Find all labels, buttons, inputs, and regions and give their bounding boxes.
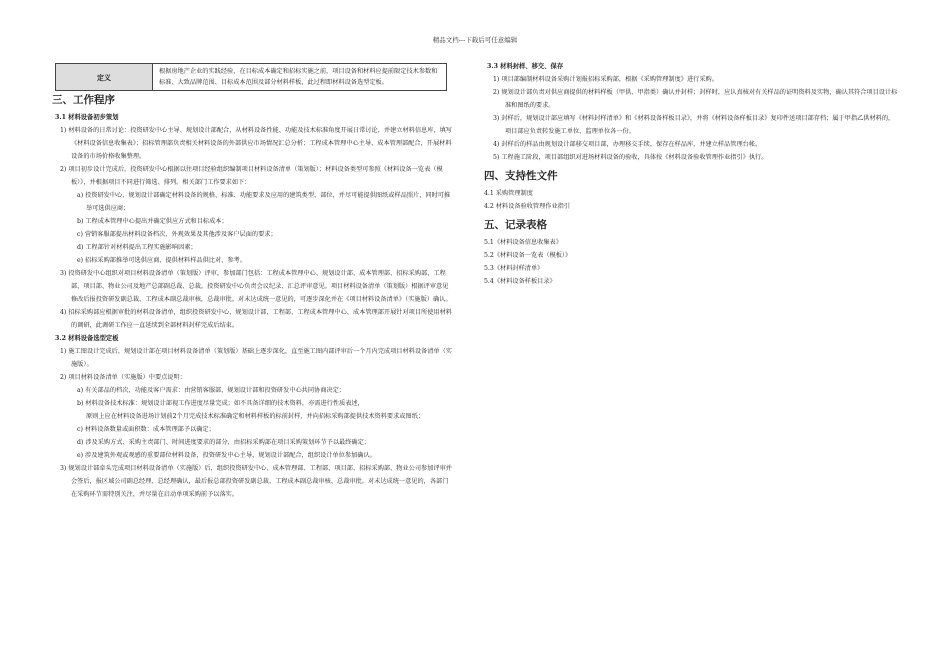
record-form-item: 5.3《材料封样清单》 xyxy=(484,265,544,272)
list-item-continued: 原则上应在材料设备进场计划前2个月完成技术标准确定和材料样板的标前封样，并向招标采购部提供技术资料要求或图纸； xyxy=(86,413,425,420)
paragraph: 1) 项目部编制材料设备采购计划报招标采购部，根据《采购管理制度》进行采购。 xyxy=(493,76,718,83)
list-item: b) 材料设备技术标准：规划设计部视工作进度尽量完成；如不具备详细的技术资料，亦需进行性质表述， xyxy=(77,400,364,407)
section-4-title: 四、支持性文件 xyxy=(484,170,558,182)
paragraph: 2) 规划设计部负责对供应商提供的材料样板（甲供、甲指类）确认并封样；封样时，应认真核对有关样品的证明资料及实物，确认其符合项目设计标准和图纸的要求。 xyxy=(493,89,898,109)
definition-key: 定义 xyxy=(56,64,153,91)
paragraph: 2) 项目材料设备清单（实施版）中要点说明： xyxy=(60,374,186,381)
record-form-item: 5.4《材料设备样板目录》 xyxy=(484,278,556,285)
paragraph: 3) 投资研发中心组织对项目材料设备清单（策划版）评审，参加部门包括：工程成本管理中心、规划设计部、成本管理部、招标采购部、工程部、项目部、物业公司及地产总部副总裁、总裁。投资研发中心负责会议纪录、汇总评审意见。项目材料设备清单（策划版）根据评审意见修改后报投资研发副总裁、工程成本副总裁审核，总裁审批。对未达成统一意见的，可逐步深化并在《项目材料设备清单》（实施版）确认。 xyxy=(60,270,452,303)
support-doc-item: 4.2 材料设备验收管理作业指引 xyxy=(484,203,571,210)
list-item: c) 材料设备数量或面积数：成本管理部予以确定； xyxy=(77,426,215,433)
definition-value: 根据房地产企业的实践经验，在目标成本确定和招标实施之前，项目设备和材料应提前限定技术参数和标准、大致品牌范围、目标成本范围及部分材料样板，此过程即材料设备选型定板。 xyxy=(153,64,447,91)
paragraph: 5) 工程施工阶段，项目部组织对进场材料设备的验收，具体按《材料设备验收管理作业指引》执行。 xyxy=(493,154,768,161)
list-item: c) 营销客服部提出材料设备档次、外观效果及其他涉及客户层面的要求； xyxy=(77,231,277,238)
list-item: d) 工程部针对材料提出工程实施影响因素； xyxy=(77,244,197,251)
section-3-2-title: 3.2 材料设备选型定板 xyxy=(55,335,119,342)
list-item: a) 有关部品的档次、功能及客户需求：由营销客服部、规划设计部和投资研发中心共同协商决定； xyxy=(77,387,345,394)
paragraph: 3) 封样后，规划设计部应填写《材料封样清单》和《材料设备样板目录》，并将《材料设备样板目录》复印件送项目部存档；属于甲指乙供材料的，项目部应负责转发施工单位、监理单位各一份。 xyxy=(493,115,895,135)
section-3-3-title: 3.3 材料封样、移交、保存 xyxy=(487,63,564,70)
section-3-title: 三、工作程序 xyxy=(52,94,115,106)
record-form-item: 5.2《材料设备一览表（模板）》 xyxy=(484,252,572,259)
section-5-title: 五、记录表格 xyxy=(484,219,547,231)
list-item: d) 涉及采购方式、采购主责部门、时间进度要求的部分，由招标采购部在项目采购策划环节予以最终确定； xyxy=(77,439,370,446)
definition-table xyxy=(55,63,447,91)
left-column xyxy=(52,63,452,501)
list-item: b) 工程成本管理中心提出并确定供应方式和目标成本； xyxy=(77,218,228,225)
paragraph: 4) 封样后的样品由规划设计部移交项目部，办理移交手续，保存在样品库，并建立样品管理台帐。 xyxy=(493,141,762,148)
paragraph: 3) 规划设计部牵头完成项目材料设备清单（实施版）后，组织投资研发中心、成本管理部、工程部、项目部、招标采购部、物业公司参加评审并会签后，报区域公司副总经理、总经理确认，最后报总部投资研发副总裁、工程成本副总裁审核、总裁审批。对未达成统一意见的，各部门在采购环节需特别关注，并尽量在启动单项采购前予以落实。 xyxy=(60,465,452,498)
header-note: 精品文档---下载后可任意编辑 xyxy=(432,36,518,44)
paragraph: 4) 招标采购部应根据审批的材料设备清单，组织投资研发中心、规划设计部、工程部、工程成本管理中心、成本管理部开展针对项目所使用材料的调研，此调研工作应一直延续到全部材料封样完成后结束。 xyxy=(60,309,452,329)
list-item: a) 投资研发中心、规划设计部确定材料设备的规格、标准、功能要求及应用的建筑类型、部位，并尽可能提供图纸或样品照片，同时可推举可选供应商； xyxy=(77,192,451,212)
list-item: e) 涉及建筑外观或观感的重要部位材料设备，投资研发中心主导、规划设计部配合，组织设计单位参加确认。 xyxy=(77,452,376,459)
paragraph: 1) 施工图设计完成后，规划设计部在项目材料设备清单（策划版）基础上逐步深化，直至施工图内部评审后一个月内完成项目材料设备清单（实施版）。 xyxy=(60,348,452,368)
list-item: e) 招标采购部推举可选供应商，提供材料样品供比对、参考。 xyxy=(77,257,246,264)
support-doc-item: 4.1 采购管理制度 xyxy=(484,190,533,197)
paragraph: 2) 项目初步设计完成后，投资研发中心根据以往项目经验组织编制项目材料设备清单（策划版）；材料设备类型可参照《材料设备一览表（模板）》，并根据项目不同进行筛选、排列。相关部门工作要求如下： xyxy=(60,166,443,186)
section-3-1-title: 3.1 材料设备初步策划 xyxy=(55,114,119,121)
record-form-item: 5.1《材料设备信息收集表》 xyxy=(484,239,562,246)
paragraph: 1) 材料设备的日常讨论：投资研发中心主导、规划设计部配合，从材料设备性能、功能及技术标准角度开展日常讨论，并建立材料信息库，填写《材料设备信息收集表》；招标管理部负责相关材料设备的外部供应市场情况汇总分析；工程成本管理中心主导、成本管理部配合，开展材料设备的市场价格收集整理。 xyxy=(60,127,452,160)
right-column xyxy=(484,60,900,288)
